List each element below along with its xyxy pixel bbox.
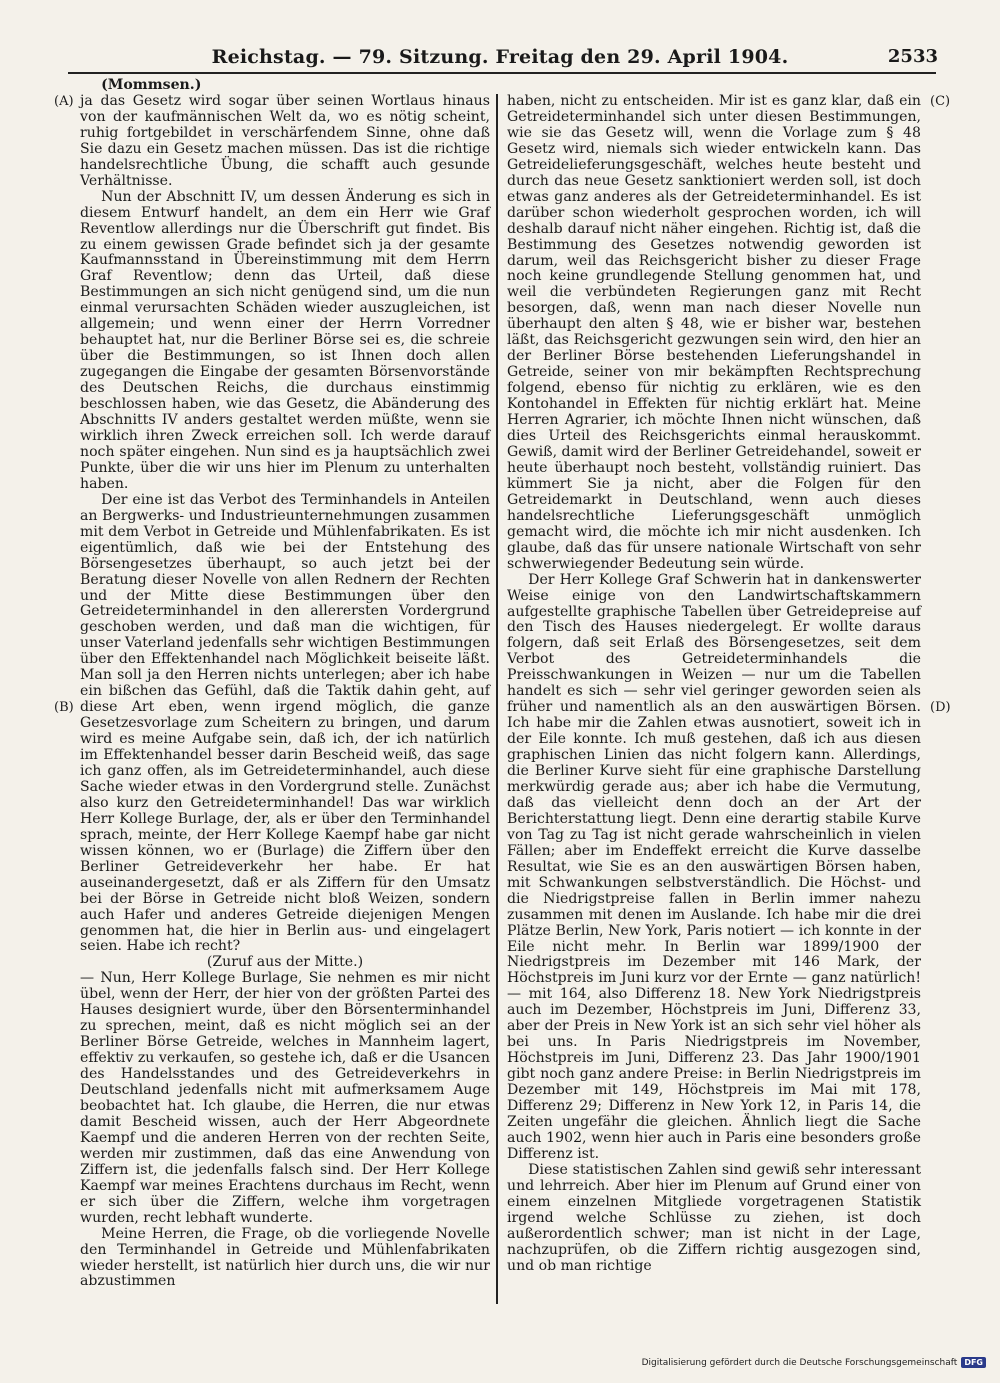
header-rule bbox=[68, 72, 936, 74]
interjection: (Zuruf aus der Mitte.) bbox=[206, 954, 364, 971]
running-header bbox=[0, 46, 1000, 72]
margin-marker-a: (A) bbox=[54, 94, 74, 109]
margin-marker-c: (C) bbox=[930, 94, 951, 109]
dfg-logo-icon: DFG bbox=[961, 1357, 986, 1368]
right-column bbox=[507, 94, 921, 1275]
paragraph: — Nun, Herr Kollege Burlage, Sie nehmen es mir nicht übel, wenn der Herr, der hier von der größten Partei des Hauses designiert wurde, über den Börsenterminhandel zu sprechen, meint, daß es nicht möglich sei an der Berliner Börse Getreide, welches in Mannheim lagert, effektiv zu verkaufen, so gestehe ich, daß er die Usancen des Handelsstandes und des Getreideverkehrs in Deutschland jedenfalls nicht mit aufmerksamem Auge beobachtet hat. Ich glaube, die Herren, die nur etwas damit Bescheid wissen, auch der Herr Abgeordnete Kaempf und die anderen Herren von der rechten Seite, werden mir zustimmen, daß das eine Anwendung von Ziffern ist, die jedenfalls falsch sind. Der Herr Kollege Kaempf war meines Erachtens durchaus im Recht, wenn er sich über die Ziffern, welche ihm vorgetragen wurden, recht lebhaft wunderte. bbox=[80, 970, 490, 1226]
paragraph: Der eine ist das Verbot des Terminhandels in Anteilen an Bergwerks- und Industrieunternehmungen zusammen mit dem Verbot in Getreide und Mühlenfabrikaten. Es ist eigentümlich, daß wie bei der Entstehung des Börsengesetzes überhaupt, so auch jetzt bei der Beratung dieser Novelle von allen Rednern der Rechten und der Mitte diese Bestimmungen über den Getreideterminhandel in den allerersten Vordergrund geschoben werden, und daß man die wichtigen, für unser Vaterland jedenfalls sehr wichtigen Bestimmungen über den Effektenhandel nach Möglichkeit beiseite läßt. Man soll ja den Herren nichts unterlegen; aber ich habe ein bißchen das Gefühl, daß die Taktik dahin geht, auf diese Art eben, wenn irgend möglich, die ganze Gesetzesvorlage zum Scheitern zu bringen, und darum wird es meine Aufgabe sein, daß ich, der ich natürlich im Effektenhandel besser darin Bescheid weiß, das sage ich ganz offen, als im Getreideterminhandel, auch diese Sache wieder etwas in den Vordergrund stelle. Zunächst also kurz den Getreideterminhandel! Das war wirklich Herr Kollege Burlage, der, als er über den Terminhandel sprach, meinte, der Herr Kollege Kaempf habe gar nicht wissen können, wo er (Burlage) die Ziffern über den Berliner Getreideverkehr her habe. Er hat auseinandergesetzt, daß er als Ziffern für den Umsatz bei der Börse in Getreide nicht bloß Weizen, sondern auch Hafer und anderes Getreide diejenigen Mengen genommen hat, die hier in Berlin aus- und eingelagert seien. Habe ich recht? bbox=[80, 491, 490, 955]
speaker-name: (Mommsen.) bbox=[101, 77, 202, 93]
margin-marker-d: (D) bbox=[930, 700, 951, 715]
paragraph: Nun der Abschnitt IV, um dessen Änderung es sich in diesem Entwurf handelt, an dem ein Herr wie Graf Reventlow allerdings nur die Überschrift gut findet. Bis zu einem gewissen Grade befindet sich ja der gesamte Kaufmannsstand in Übereinstimmung mit dem Herrn Graf Reventlow; denn das Urteil, daß diese Bestimmungen an sich nicht genügend sind, um die nun einmal verursachten Schäden wieder auszugleichen, ist allgemein; und wenn einer der Herrn Vorredner behauptet hat, nur die Berliner Börse sei es, die schreie über die Bestimmungen, so ist Ihnen doch allen zugegangen die Eingabe der gesamten Börsenvorstände des Deutschen Reichs, die durchaus einstimmig beschlossen haben, wie das Gesetz, die Abänderung des Abschnitts IV anders gestaltet werden müßte, wenn sie wirklich ihren Zweck erreichen soll. Ich werde darauf noch später eingehen. Nun sind es ja hauptsächlich zwei Punkte, über die wir uns hier im Plenum zu unterhalten haben. bbox=[80, 188, 490, 492]
left-column bbox=[80, 78, 490, 1290]
page-title: Reichstag. — 79. Sitzung. Freitag den 29. April 1904. bbox=[211, 46, 789, 68]
paragraph: Meine Herren, die Frage, ob die vorliegende Novelle den Terminhandel in Getreide und Mühlenfabrikaten wieder herstellt, ist natürlich hier durch uns, die wir nur abzustimmen bbox=[80, 1225, 490, 1290]
page-number: 2533 bbox=[887, 46, 938, 67]
digitization-footer bbox=[642, 1357, 986, 1368]
paragraph: Diese statistischen Zahlen sind gewiß sehr interessant und lehrreich. Aber hier im Plenum auf Grund einer von einem einzelnen Mitgliede vorgetragenen Statistik irgend welche Schlüsse zu ziehen, ist doch außerordentlich schwer; man ist nicht in der Lage, nachzuprüfen, ob die Ziffern richtig ausgezogen sind, und ob man richtige bbox=[507, 1161, 921, 1274]
column-divider bbox=[496, 94, 498, 1304]
paragraph: haben, nicht zu entscheiden. Mir ist es ganz klar, daß ein Getreideterminhandel sich unter diesen Bestimmungen, wie sie das Gesetz will, wenn die Vorlage zum § 48 Gesetz wird, niemals sich wieder entwickeln kann. Das Getreidelieferungsgeschäft, welches heute besteht und durch das neue Gesetz sanktioniert werden soll, ist doch etwas ganz anderes als der Getreideterminhandel. Es ist darüber schon wiederholt gesprochen worden, ich will deshalb darauf nicht näher eingehen. Richtig ist, daß die Bestimmung des Gesetzes notwendig geworden ist darum, weil das Reichsgericht bisher zu dieser Frage noch keine grundlegende Stellung genommen hat, und weil die verbündeten Regierungen ganz mit Recht besorgen, daß, wenn man nach dieser Novelle nun überhaupt den alten § 48, wie er bisher war, bestehen läßt, das Reichsgericht gezwungen sein wird, den hier an der Berliner Börse bestehenden Lieferungshandel in Getreide, seiner von mir bekämpften Rechtsprechung folgend, ebenso für nichtig zu erklären, wie es den Kontohandel in Effekten für nichtig erklärt hat. Meine Herren Agrarier, ich möchte Ihnen nicht wünschen, daß dies Urteil des Reichsgerichts einmal herauskommt. Gewiß, damit wird der Berliner Getreidehandel, soweit er heute überhaupt noch besteht, vollständig ruiniert. Das kümmert Sie ja nicht, aber die Folgen für den Getreidemarkt in Deutschland, wenn auch dieses handelsrechtliche Lieferungsgeschäft unmöglich gemacht wird, die möchte ich mir nicht ausdenken. Ich glaube, daß das für unsere nationale Wirtschaft von sehr schwerwiegender Bedeutung sein würde. bbox=[507, 93, 921, 572]
margin-marker-b: (B) bbox=[54, 700, 74, 715]
footer-text: Digitalisierung gefördert durch die Deutsche Forschungsgemeinschaft bbox=[641, 1357, 958, 1368]
paragraph: Der Herr Kollege Graf Schwerin hat in dankenswerter Weise einige von den Landwirtschaftskammern aufgestellte graphische Tabellen über Getreidepreise auf den Tisch des Hauses niedergelegt. Er wollte daraus folgern, daß seit Erlaß des Börsengesetzes, seit dem Verbot des Getreideterminhandels die Preisschwankungen in Weizen — nur um die Tabellen handelt es sich — sehr viel geringer geworden seien als früher und namentlich als an den auswärtigen Börsen. Ich habe mir die Zahlen etwas ausnotiert, soweit ich in der Eile konnte. Ich muß gestehen, daß ich aus diesen graphischen Linien das nicht folgern kann. Allerdings, die Berliner Kurve sieht für eine graphische Darstellung merkwürdig gerade aus; aber ich habe die Vermutung, daß das vielleicht denn doch an der Art der Berichterstattung liegt. Denn eine derartig stabile Kurve von Tag zu Tag ist nicht gerade wahrscheinlich in vielen Fällen; aber im Endeffekt erreicht die Kurve dasselbe Resultat, wie Sie es an den auswärtigen Börsen haben, mit Schwankungen selbstverständlich. Die Höchst- und die Niedrigstpreise fallen in Berlin immer nahezu zusammen mit denen im Auslande. Ich habe mir die drei Plätze Berlin, New York, Paris notiert — ich konnte in der Eile nicht mehr. In Berlin war 1899/1900 der Niedrigstpreis im Dezember mit 146 Mark, der Höchstpreis im Juni kurz vor der Ernte — ganz natürlich! — mit 164, also Differenz 18. New York Niedrigstpreis auch im Dezember, Höchstpreis im Juni, Differenz 33, aber der Preis in New York ist an sich sehr viel höher als bei uns. In Paris Niedrigstpreis im November, Höchstpreis im Juni, Differenz 23. Das Jahr 1900/1901 gibt noch ganz andere Preise: in Berlin Niedrigstpreis im Dezember mit 149, Höchstpreis im Mai mit 178, Differenz 29; Differenz in New York 12, in Paris 14, die Zeiten ungefähr die gleichen. Ähnlich liegt die Sache auch 1902, wenn hier auch in Paris eine besonders große Differenz ist. bbox=[507, 571, 921, 1162]
paragraph: ja das Gesetz wird sogar über seinen Wortlaus hinaus von der kaufmännischen Welt da, wo es nötig scheint, ruhig fortgebildet in verschärfendem Sinne, ohne daß Sie dazu ein Gesetz machen müssen. Das ist die richtige handelsrechtliche Übung, die schafft auch gesunde Verhältnisse. bbox=[80, 92, 490, 189]
